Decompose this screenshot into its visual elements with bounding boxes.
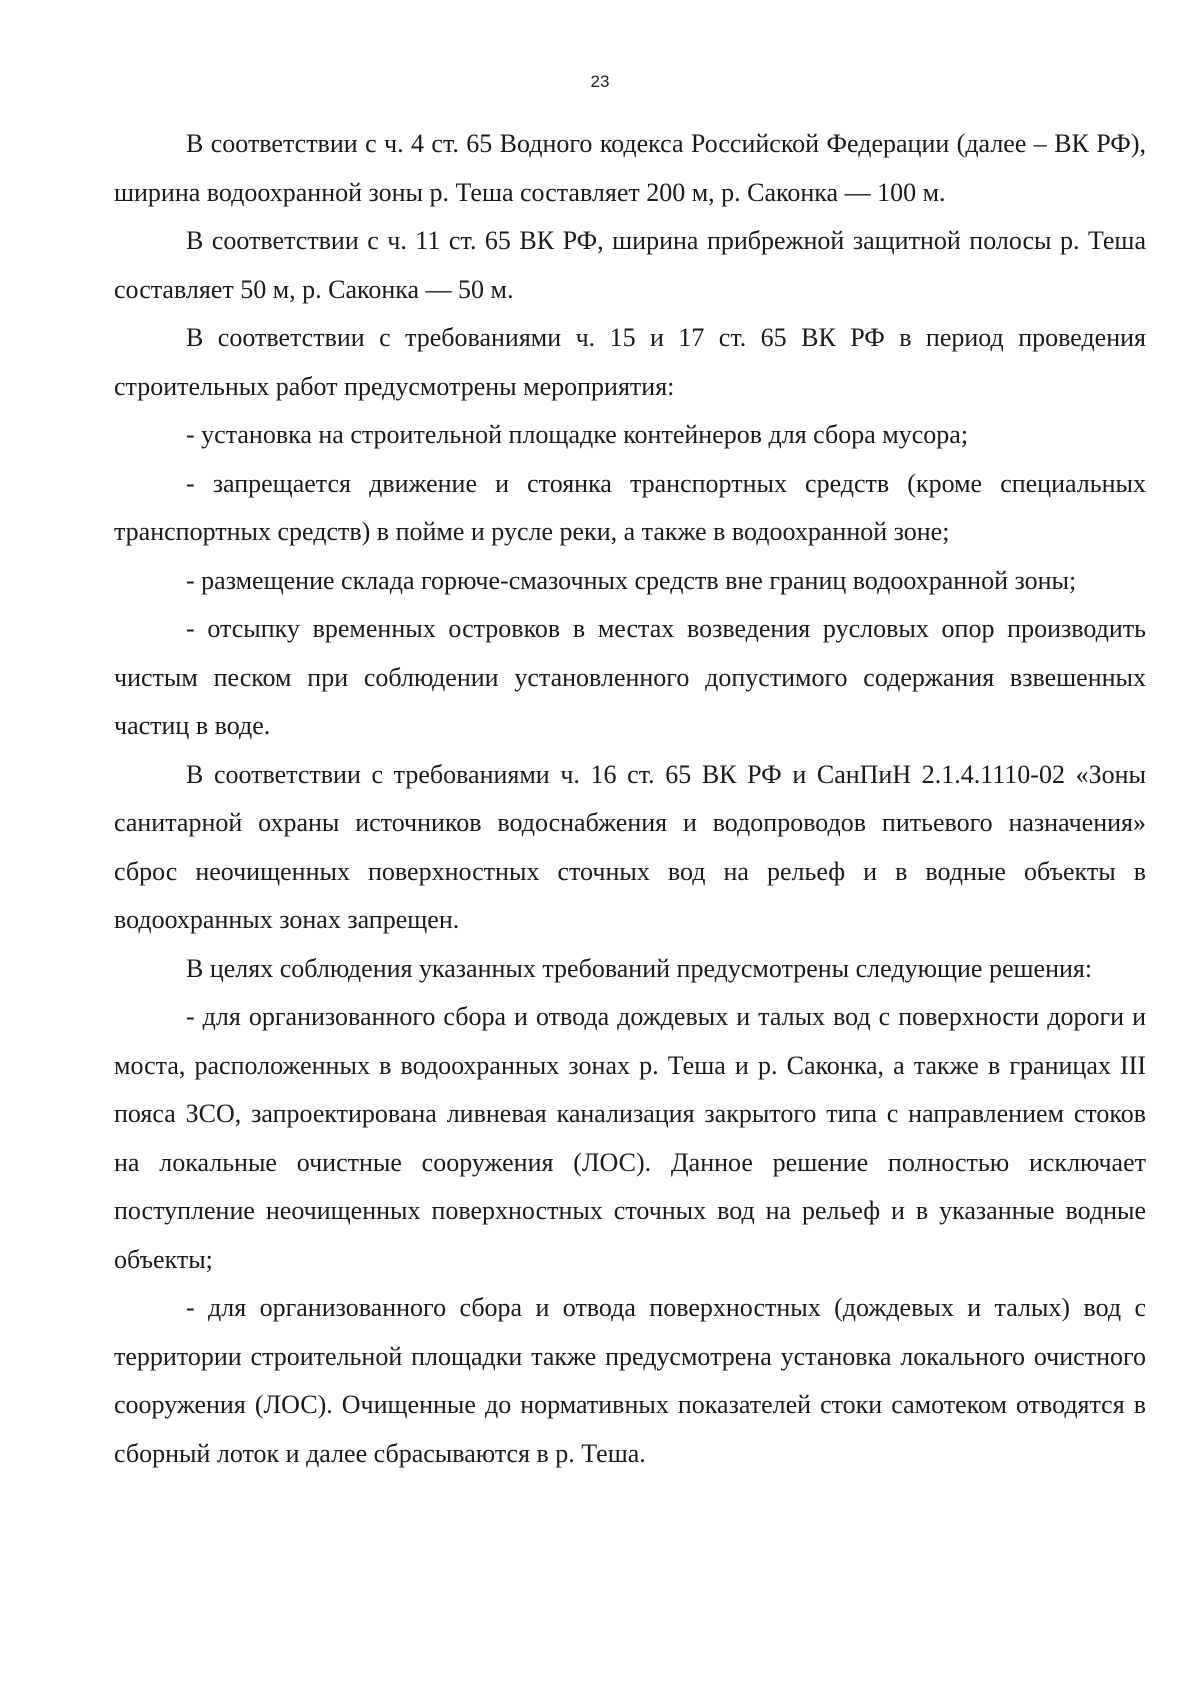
page-number: 23: [590, 72, 610, 91]
list-item-fuel-storage: - размещение склада горюче-смазочных средств вне границ водоохранной зоны;: [186, 565, 1077, 595]
list-item-garbage-containers: - установка на строительной площадке контейнеров для сбора мусора;: [186, 420, 969, 449]
list-item-vehicle-restriction: - запрещается движение и стоянка транспортных средств (кроме специальных транспортных средств) в пойме и русле реки, а также в водоохранной зоне;: [114, 468, 1146, 546]
list-item-site-treatment-facility: - для организованного сбора и отвода поверхностных (дождевых и талых) вод с территории строительной площадки также предусмотрена установка локального очистного сооружения (ЛОС). Очищенные до нормативных показателей стоки самотеком отводятся в сборный лоток и далее сбрасываются в р. Теша.: [114, 1293, 1146, 1468]
paragraph-construction-measures-intro: В соответствии с требованиями ч. 15 и 17 ст. 65 ВК РФ в период проведения строительных работ предусмотрены мероприятия:: [114, 323, 1146, 401]
paragraph-solutions-intro: В целях соблюдения указанных требований предусмотрены следующие решения:: [186, 953, 1093, 983]
list-item-storm-sewer: - для организованного сбора и отвода дождевых и талых вод с поверхности дороги и моста, расположенных в водоохранных зонах р. Теша и р. Саконка, а также в границах III пояса ЗСО, запроектирована ливневая канализация закрытого типа с направлением стоков на локальные очистные сооружения (ЛОС). Данное решение полностью исключает поступление неочищенных поверхностных сточных вод на рельеф и в указанные водные объекты;: [114, 1002, 1146, 1274]
paragraph-water-protection-zone-width: В соответствии с ч. 4 ст. 65 Водного кодекса Российской Федерации (далее – ВК РФ), ширина водоохранной зоны р. Теша составляет 200 м, р. Саконка — 100 м.: [114, 129, 1146, 207]
document-body: [114, 120, 1146, 1478]
list-item-temporary-islands: - отсыпку временных островков в местах возведения русловых опор производить чистым песком при соблюдении установленного допустимого содержания взвешенных частиц в воде.: [114, 614, 1146, 740]
paragraph-coastal-strip-width: В соответствии с ч. 11 ст. 65 ВК РФ, ширина прибрежной защитной полосы р. Теша составляет 50 м, р. Саконка — 50 м.: [114, 226, 1146, 304]
paragraph-sanpin-requirements: В соответствии с требованиями ч. 16 ст. 65 ВК РФ и СанПиН 2.1.4.1110-02 «Зоны санитарной охраны источников водоснабжения и водопроводов питьевого назначения» сброс неочищенных поверхностных сточных вод на рельеф и в водные объекты в водоохранных зонах запрещен.: [114, 759, 1146, 934]
